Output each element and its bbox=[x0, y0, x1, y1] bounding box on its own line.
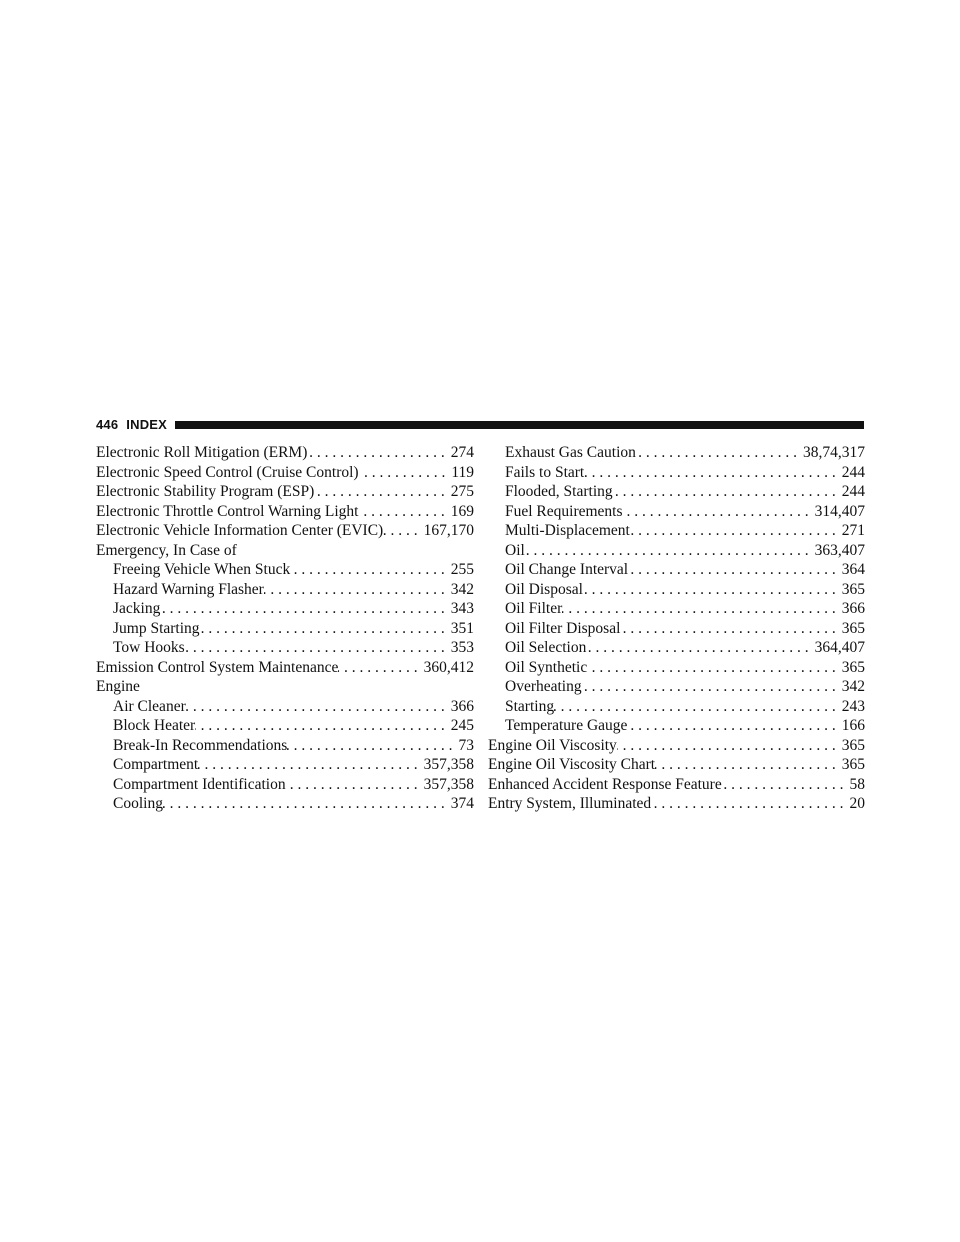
index-subentry bbox=[488, 463, 865, 483]
page-reference: 314,407 bbox=[814, 502, 865, 520]
index-term: Compartment bbox=[113, 756, 199, 773]
index-subentry bbox=[96, 794, 474, 814]
page-reference: 365 bbox=[841, 658, 865, 676]
index-term: Electronic Vehicle Information Center (EVIC) bbox=[96, 522, 384, 539]
index-term: Emergency, In Case of bbox=[96, 541, 237, 559]
index-term: Engine Oil Viscosity Chart bbox=[488, 756, 656, 773]
dot-leader bbox=[583, 580, 836, 600]
index-term: Starting bbox=[505, 697, 555, 715]
dot-leader bbox=[185, 638, 445, 658]
dot-leader bbox=[655, 755, 836, 775]
page-reference: 351 bbox=[450, 619, 474, 637]
page-reference: 167,170 bbox=[423, 522, 474, 539]
index-term: Oil Disposal bbox=[505, 580, 583, 598]
page-reference: 343 bbox=[450, 600, 474, 617]
index-subentry bbox=[488, 599, 865, 619]
page-reference: 255 bbox=[450, 561, 474, 578]
index-entry bbox=[488, 794, 865, 814]
page-reference: 363,407 bbox=[814, 541, 865, 559]
section-title: INDEX bbox=[126, 416, 168, 432]
page-reference: 243 bbox=[841, 697, 865, 715]
index-term: Overheating bbox=[505, 678, 582, 695]
header-rule bbox=[175, 421, 864, 429]
index-entry bbox=[96, 541, 474, 561]
page-reference: 357,358 bbox=[423, 756, 474, 773]
dot-leader bbox=[525, 541, 809, 561]
index-term: Fuel Requirements bbox=[505, 502, 623, 520]
dot-leader bbox=[264, 580, 445, 600]
index-entry bbox=[96, 463, 474, 483]
dot-leader bbox=[613, 482, 836, 502]
dot-leader bbox=[623, 502, 809, 522]
index-term: Freeing Vehicle When Stuck bbox=[113, 561, 291, 578]
index-subentry bbox=[488, 580, 865, 600]
dot-leader bbox=[617, 736, 836, 756]
page-reference: 169 bbox=[450, 502, 474, 520]
page-reference: 271 bbox=[841, 522, 865, 539]
dot-leader bbox=[359, 463, 446, 483]
index-term: Block Heater bbox=[113, 717, 196, 734]
page-reference: 342 bbox=[841, 678, 865, 695]
page-reference: 357,358 bbox=[423, 775, 474, 793]
index-term: Fails to Start bbox=[505, 463, 585, 481]
index-subentry bbox=[488, 560, 865, 580]
page-reference: 166 bbox=[841, 717, 865, 734]
dot-leader bbox=[651, 794, 843, 814]
dot-leader bbox=[722, 775, 844, 795]
index-term: Multi-Displacement bbox=[505, 522, 630, 539]
dot-leader bbox=[160, 599, 444, 619]
page-reference: 366 bbox=[450, 697, 474, 715]
index-subentry bbox=[488, 716, 865, 736]
page-reference: 274 bbox=[450, 444, 474, 461]
index-entry bbox=[488, 755, 865, 775]
index-term: Compartment Identification bbox=[113, 775, 286, 793]
dot-leader bbox=[359, 502, 445, 522]
index-subentry bbox=[488, 658, 865, 678]
index-subentry bbox=[488, 482, 865, 502]
page-reference: 374 bbox=[450, 795, 474, 812]
page-reference: 365 bbox=[841, 736, 865, 754]
index-term: Electronic Stability Program (ESP) bbox=[96, 483, 315, 500]
dot-leader bbox=[198, 755, 417, 775]
dot-leader bbox=[186, 697, 445, 717]
index-subentry bbox=[96, 638, 474, 658]
index-subentry bbox=[488, 541, 865, 561]
index-subentry bbox=[96, 560, 474, 580]
page-reference: 365 bbox=[841, 756, 865, 773]
dot-leader bbox=[286, 775, 418, 795]
index-term: Jacking bbox=[113, 600, 161, 617]
index-term: Flooded, Starting bbox=[505, 483, 613, 500]
dot-leader bbox=[314, 482, 444, 502]
index-term: Oil Filter bbox=[505, 600, 563, 617]
dot-leader bbox=[200, 619, 445, 639]
index-subentry bbox=[488, 697, 865, 717]
index-subentry bbox=[96, 599, 474, 619]
index-term: Cooling bbox=[113, 795, 163, 812]
index-term: Engine bbox=[96, 678, 140, 695]
page-reference: 365 bbox=[841, 580, 865, 598]
page-reference: 360,412 bbox=[423, 658, 474, 676]
dot-leader bbox=[630, 521, 836, 541]
page-reference: 38,74,317 bbox=[803, 444, 865, 461]
index-term: Oil Change Interval bbox=[505, 561, 629, 578]
index-subentry bbox=[488, 677, 865, 697]
page-reference: 119 bbox=[451, 463, 474, 481]
dot-leader bbox=[338, 658, 417, 678]
dot-leader bbox=[636, 443, 797, 463]
page-reference: 20 bbox=[849, 795, 865, 812]
index-subentry bbox=[96, 775, 474, 795]
index-term: Air Cleaner bbox=[113, 697, 186, 715]
index-subentry bbox=[488, 521, 865, 541]
index-term: Oil Selection bbox=[505, 639, 587, 656]
index-term: Oil Filter Disposal bbox=[505, 619, 621, 637]
page-reference: 244 bbox=[841, 463, 865, 481]
dot-leader bbox=[290, 560, 445, 580]
index-entry bbox=[488, 736, 865, 756]
index-subentry bbox=[96, 580, 474, 600]
index-subentry bbox=[96, 736, 474, 756]
index-term: Hazard Warning Flasher bbox=[113, 580, 264, 598]
index-term: Enhanced Accident Response Feature bbox=[488, 775, 722, 793]
dot-leader bbox=[628, 560, 836, 580]
page-reference: 58 bbox=[849, 775, 865, 793]
index-subentry bbox=[488, 619, 865, 639]
dot-leader bbox=[587, 658, 836, 678]
index-term: Tow Hooks bbox=[113, 639, 185, 656]
index-entry bbox=[96, 482, 474, 502]
index-term: Oil bbox=[505, 541, 525, 559]
dot-leader bbox=[163, 794, 445, 814]
page-reference: 275 bbox=[450, 483, 474, 500]
dot-leader bbox=[586, 638, 808, 658]
page-reference: 342 bbox=[450, 580, 474, 598]
index-term: Exhaust Gas Caution bbox=[505, 444, 636, 461]
page-reference: 364 bbox=[841, 561, 865, 578]
index-entry bbox=[96, 658, 474, 678]
index-entry bbox=[96, 443, 474, 463]
dot-leader bbox=[195, 716, 445, 736]
index-subentry bbox=[488, 638, 865, 658]
index-term: Engine Oil Viscosity bbox=[488, 736, 617, 754]
index-term: Break-In Recommendations bbox=[113, 736, 288, 754]
index-term: Emission Control System Maintenance bbox=[96, 658, 339, 676]
index-term: Electronic Throttle Control Warning Light bbox=[96, 502, 359, 520]
index-column-left bbox=[96, 443, 474, 814]
index-entry bbox=[96, 502, 474, 522]
index-subentry bbox=[488, 443, 865, 463]
index-entry bbox=[96, 677, 474, 697]
page-reference: 366 bbox=[841, 600, 865, 617]
dot-leader bbox=[307, 443, 444, 463]
dot-leader bbox=[620, 619, 835, 639]
page-reference: 353 bbox=[450, 639, 474, 656]
index-term: Temperature Gauge bbox=[505, 717, 628, 734]
index-term: Entry System, Illuminated bbox=[488, 795, 652, 812]
index-entry bbox=[488, 775, 865, 795]
index-term: Oil Synthetic bbox=[505, 658, 588, 676]
dot-leader bbox=[562, 599, 835, 619]
index-term: Jump Starting bbox=[113, 619, 200, 637]
index-term: Electronic Roll Mitigation (ERM) bbox=[96, 444, 308, 461]
dot-leader bbox=[554, 697, 836, 717]
page-reference: 73 bbox=[458, 736, 474, 754]
dot-leader bbox=[627, 716, 835, 736]
index-subentry bbox=[96, 619, 474, 639]
page-reference: 245 bbox=[450, 717, 474, 734]
index-subentry bbox=[96, 697, 474, 717]
dot-leader bbox=[582, 677, 836, 697]
index-entry bbox=[96, 521, 474, 541]
dot-leader bbox=[584, 463, 836, 483]
page-reference: 244 bbox=[841, 483, 865, 500]
dot-leader bbox=[383, 521, 417, 541]
page-reference: 365 bbox=[841, 619, 865, 637]
index-subentry bbox=[96, 716, 474, 736]
index-column-right bbox=[488, 443, 865, 814]
page-number: 446 bbox=[96, 416, 119, 432]
index-term: Electronic Speed Control (Cruise Control) bbox=[96, 463, 359, 481]
index-subentry bbox=[488, 502, 865, 522]
index-subentry bbox=[96, 755, 474, 775]
page-header bbox=[96, 413, 864, 435]
page-reference: 364,407 bbox=[814, 639, 865, 656]
dot-leader bbox=[287, 736, 452, 756]
